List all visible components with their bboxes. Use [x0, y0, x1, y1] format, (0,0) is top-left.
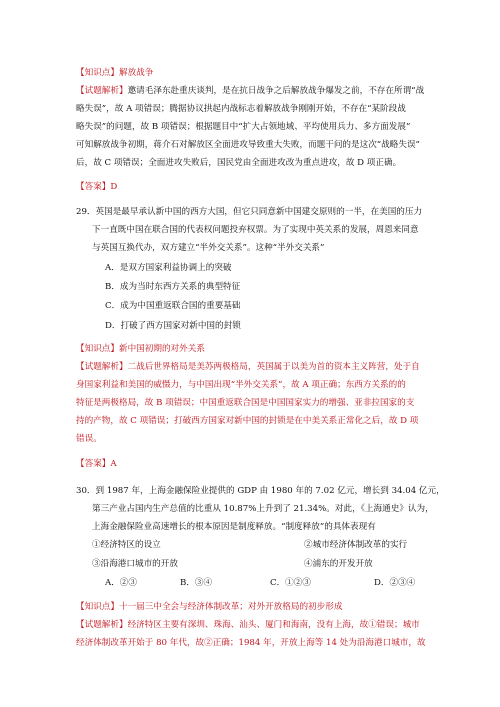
- knowledge-point-line: 【知识点】解放战争: [76, 68, 154, 78]
- question-29-stem: 下一直既中国在联合国的代表权问题投弃权票。为了实现中英关系的发展，周恩来同意: [92, 225, 419, 235]
- analysis-line: 特征是两极格局，故 B 项错误；中国重返联合国是中国国家实力的增强、亚非拉国家的支: [76, 398, 415, 408]
- statement-2: ②城市经济体制改革的实行: [304, 540, 408, 550]
- statement-4: ④浦东的开发开放: [304, 559, 373, 569]
- analysis-line: 身国家利益和美国的威慑力，与中国出现“半外交关系”，故 A 项正确；东西方关系的的: [76, 380, 406, 390]
- analysis-line: 略失误”，故 A 项错误；腾据协议拱起内战标志着解放战争刚刚开始，不存在“某阶段战: [76, 104, 406, 114]
- analysis-line: 【试题解析】邀请毛泽东赴重庆谈判，是在抗日战争之后解放战争爆发之前，不存在所谓“战: [76, 86, 425, 96]
- option-b: B．成为当时东西方关系的典型特征: [105, 282, 241, 292]
- knowledge-point-line: 【知识点】十一届三中全会与经济体制改革；对外开放格局的初步形成: [76, 602, 343, 612]
- analysis-line: 可知解放战争初期，蒋介石对解放区全面进攻导致重大失败，而题干问的是这次“战略失误”: [76, 140, 420, 150]
- question-30-stem: 30．到 1987 年，上海金融保险业提供的 GDP 由 1980 年的 7.02 亿元，增长到 34.04 亿元，: [76, 486, 445, 496]
- option-a: A．是双方国家利益协调上的突破: [105, 263, 232, 273]
- statement-3: ③沿海港口城市的开放: [92, 559, 178, 569]
- analysis-line: 【试题解析】经济特区主要有深圳、珠海、汕头、厦门和海南，没有上海，故①错误；城市: [76, 620, 420, 630]
- option-c: C．①②③: [270, 578, 311, 588]
- statement-1: ①经济特区的设立: [92, 540, 161, 550]
- question-30-stem: 上海金融保险业高速增长的根本原因是制度释放。“制度释放”的具体表现有: [92, 522, 376, 532]
- answer-line: 【答案】A: [76, 459, 117, 469]
- option-a: A．②③: [105, 578, 137, 588]
- analysis-line: 略失误”的问题，故 B 项错误；根据题目中“扩大占领地域、平均使用兵力、多方面发展”: [76, 122, 411, 132]
- analysis-line: 经济体制改革开始于 80 年代，故②正确；1984 年，开放上海等 14 处为沿海港口城市，故: [76, 638, 426, 648]
- option-b: B．③④: [180, 578, 213, 588]
- option-c: C．成为中国重返联合国的重要基础: [105, 301, 241, 311]
- option-d: D．打破了西方国家对新中国的封锁: [105, 321, 241, 331]
- question-29-stem: 29．英国是最早承认新中国的西方大国，但它只同意新中国建交原则的一半，在美国的压力: [76, 207, 423, 217]
- analysis-line: 错误。: [76, 434, 102, 444]
- analysis-line: 【试题解析】二战后世界格局是美苏两极格局，英国属于以美为首的资本主义阵营，处于自: [76, 362, 420, 372]
- option-d: D．②③④: [374, 578, 416, 588]
- knowledge-point-line: 【知识点】新中国初期的对外关系: [76, 344, 205, 354]
- question-30-stem: 第三产业占国内生产总值的比重从 10.87%上升到了 21.34%。对此，《上海通史》认为，: [92, 504, 434, 514]
- analysis-line: 持的产物，故 C 项错误；打破西方国家对新中国的封锁是在中美关系正常化之后，故 D 项: [76, 416, 419, 426]
- analysis-line: 后，故 C 项错误；全面进攻失败后，国民党由全面进攻改为重点进攻，故 D 项正确。: [76, 158, 402, 168]
- answer-line: 【答案】D: [76, 182, 118, 192]
- question-29-stem: 与英国互换代办，双方建立“半外交关系”。这种“半外交关系”: [92, 243, 325, 253]
